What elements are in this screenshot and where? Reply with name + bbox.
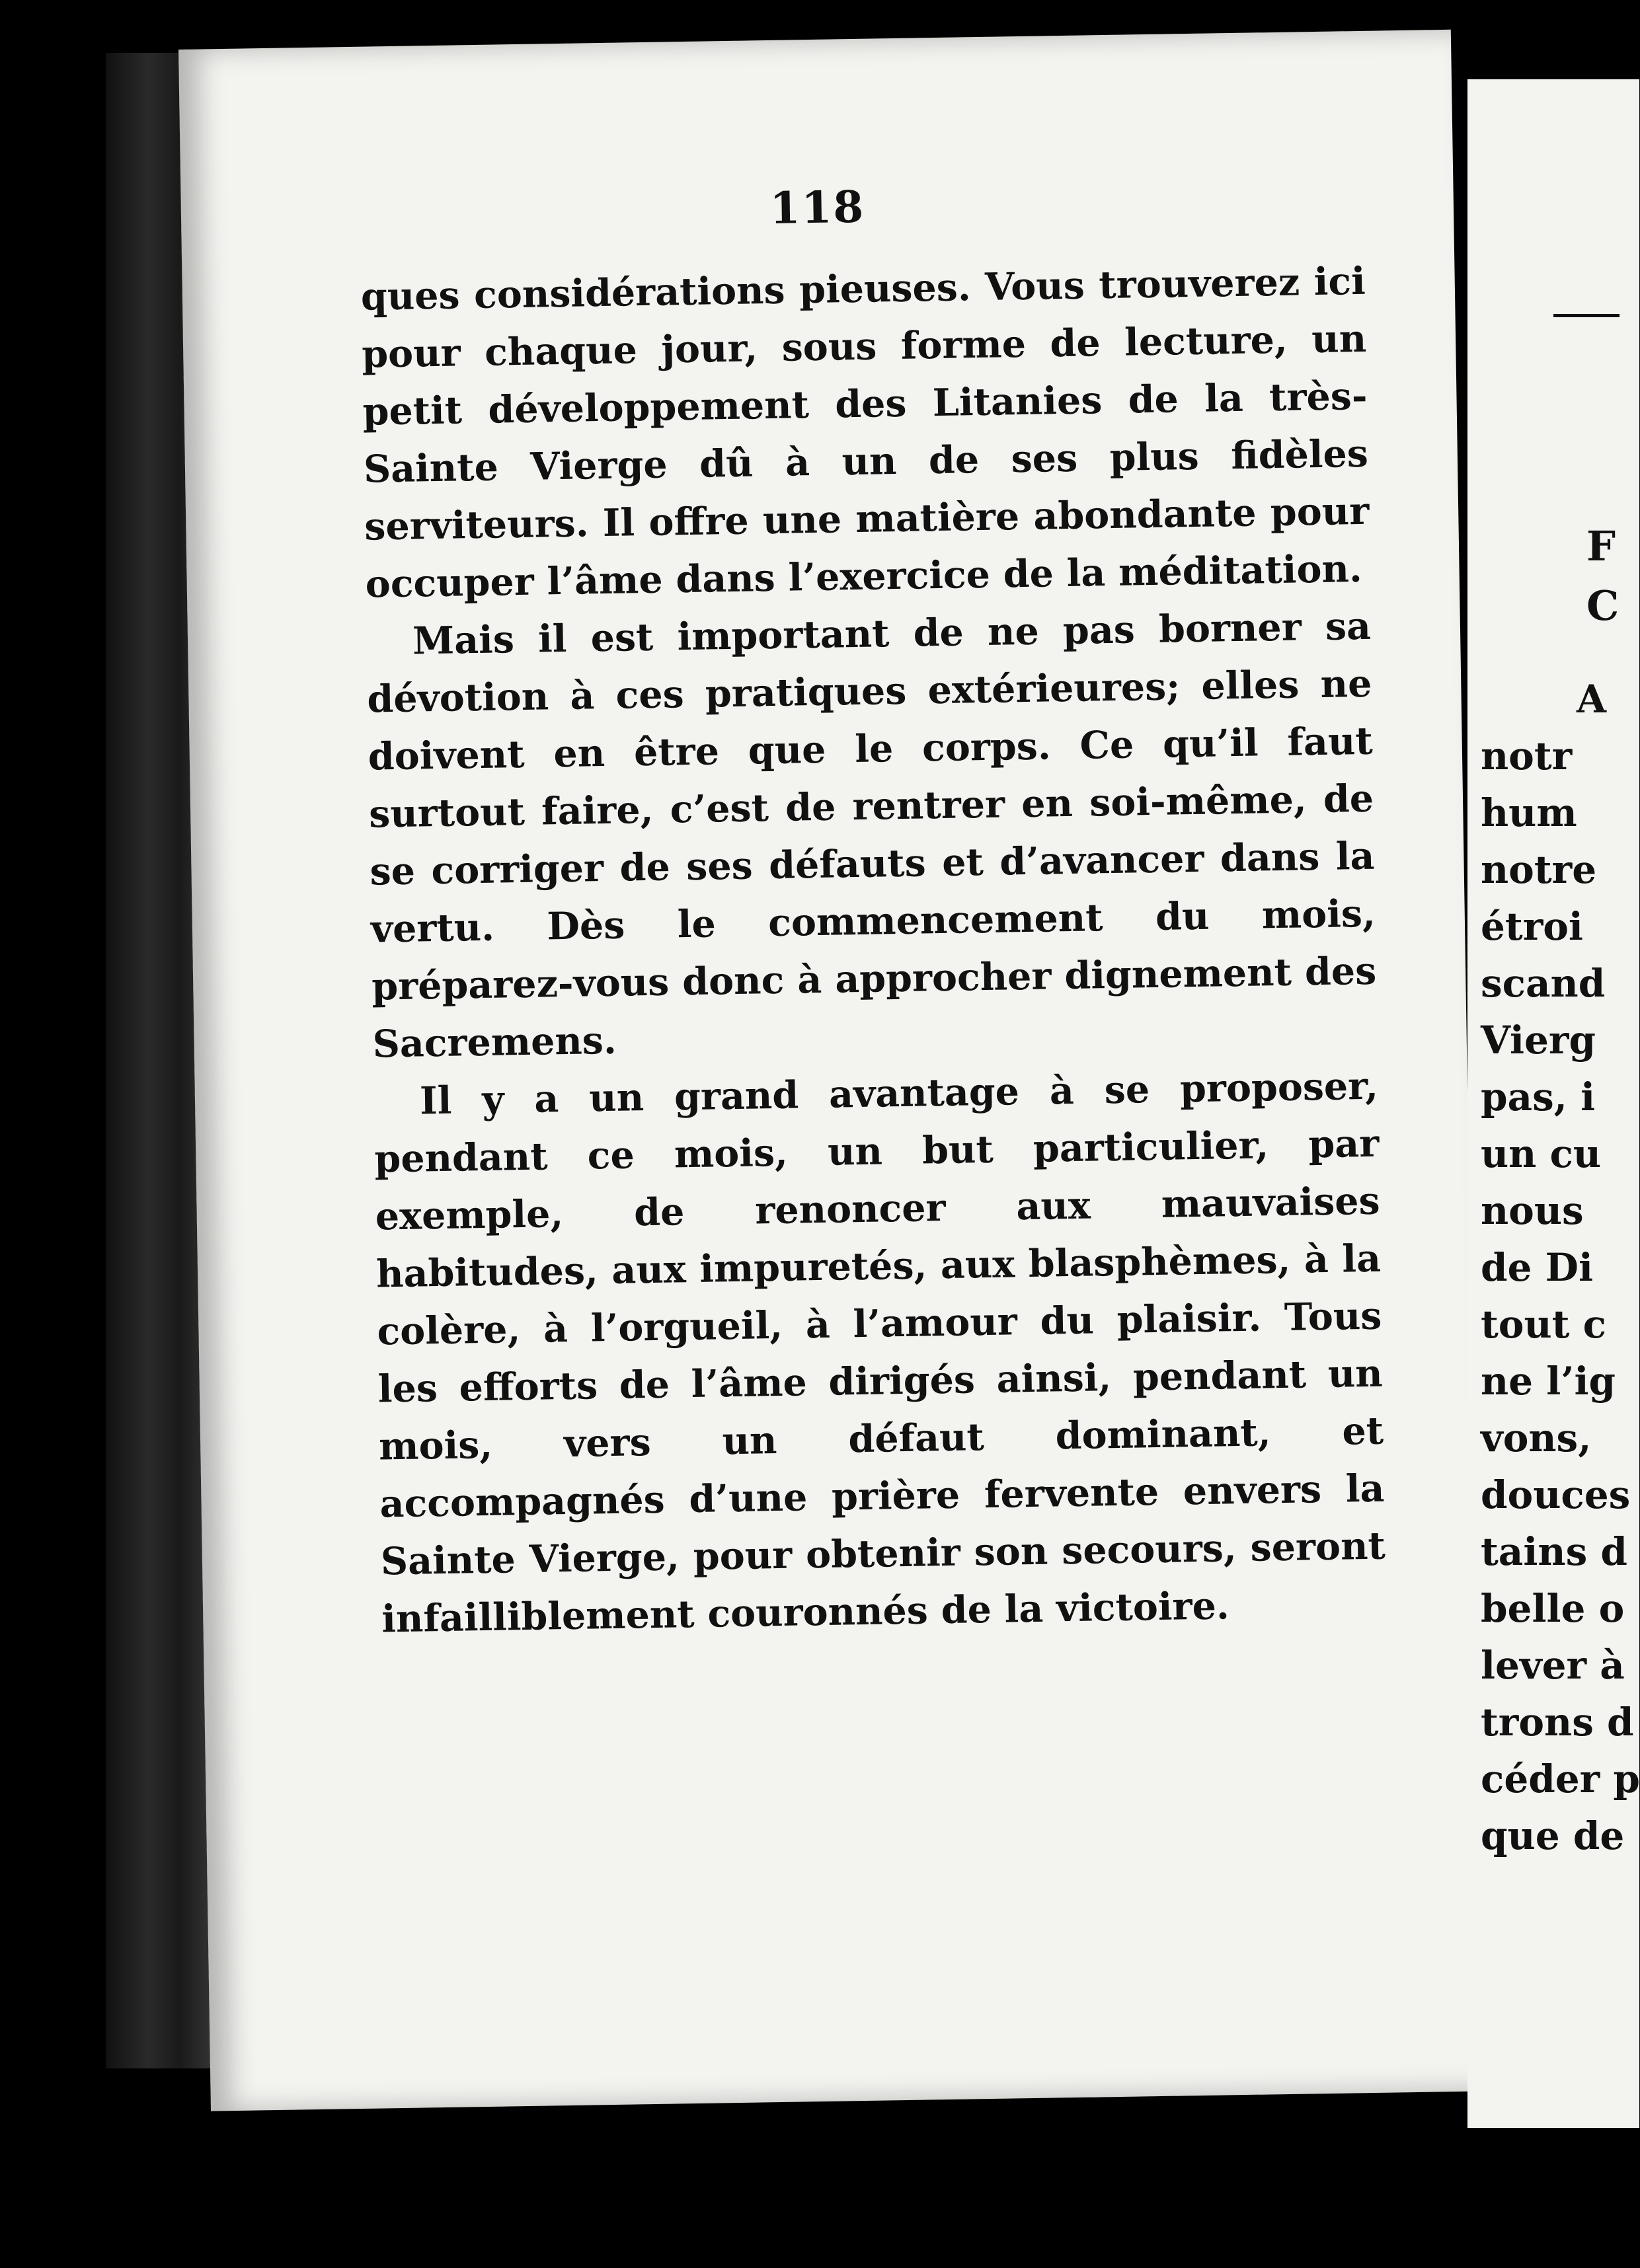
page-number: 118: [769, 180, 865, 234]
facing-line: belle o: [1481, 1586, 1625, 1631]
paragraph-1: ques considérations pieuses. Vous trouverez ici pour chaque jour, sous forme de lecture, un petit développement des Litanies de la très-Sainte Vierge dû à un de ses plus fidèles serviteurs. Il offre une matière abondante pour occuper l’âme dans l’exercice de la méditation.: [360, 258, 1370, 607]
facing-line: Vierg: [1481, 1018, 1596, 1063]
facing-page-cap-1: F: [1586, 522, 1616, 570]
facing-line: notr: [1481, 734, 1573, 778]
facing-page-text: [1481, 671, 1640, 1864]
facing-line: un cu: [1481, 1131, 1602, 1176]
facing-line: céder p: [1481, 1757, 1640, 1801]
facing-line: pas, i: [1481, 1075, 1596, 1119]
facing-line: vons,: [1481, 1416, 1592, 1460]
facing-line: tout c: [1481, 1302, 1606, 1347]
facing-line: étroi: [1481, 904, 1583, 949]
facing-line: notre: [1481, 847, 1597, 892]
facing-line: de Di: [1481, 1245, 1593, 1290]
paragraph-2: Mais il est important de ne pas borner sa dévotion à ces pratiques extérieures; elles ne doivent en être que le corps. Ce qu’il faut surtout faire, c’est de rentrer en soi-même, de se corriger de ses défauts et d’avancer dans la vertu. Dès le commencement du mois, préparez-vous donc à approcher dignement des Sacremens.: [366, 603, 1377, 1067]
facing-page-cap-2: C: [1586, 582, 1620, 630]
facing-line: que de: [1481, 1813, 1625, 1858]
facing-line: tains d: [1481, 1529, 1627, 1574]
facing-line: A: [1577, 677, 1607, 722]
page-body: [360, 252, 1387, 1648]
paragraph-3: Il y a un grand avantage à se proposer, pendant ce mois, un but particulier, par exemple, de renoncer aux mauvaises habitudes, aux impuretés, aux blasphèmes, à la colère, à l’orgueil, à l’amour du plaisir. Tous les efforts de l’âme dirigés ainsi, pendant un mois, vers un défaut dominant, et accompagnés d’une prière fervente envers la Sainte Vierge, pour obtenir son secours, seront infailliblement couronnés de la victoire.: [373, 1063, 1386, 1642]
facing-line: trons d: [1481, 1700, 1634, 1745]
facing-line: douces: [1481, 1472, 1631, 1517]
left-page: [178, 30, 1483, 2111]
facing-line: lever à: [1481, 1643, 1625, 1688]
facing-line: scand: [1481, 961, 1606, 1006]
facing-page-rule: [1553, 314, 1620, 317]
facing-line: hum: [1481, 790, 1577, 835]
facing-line: nous: [1481, 1188, 1584, 1233]
facing-line: ne l’ig: [1481, 1359, 1616, 1404]
